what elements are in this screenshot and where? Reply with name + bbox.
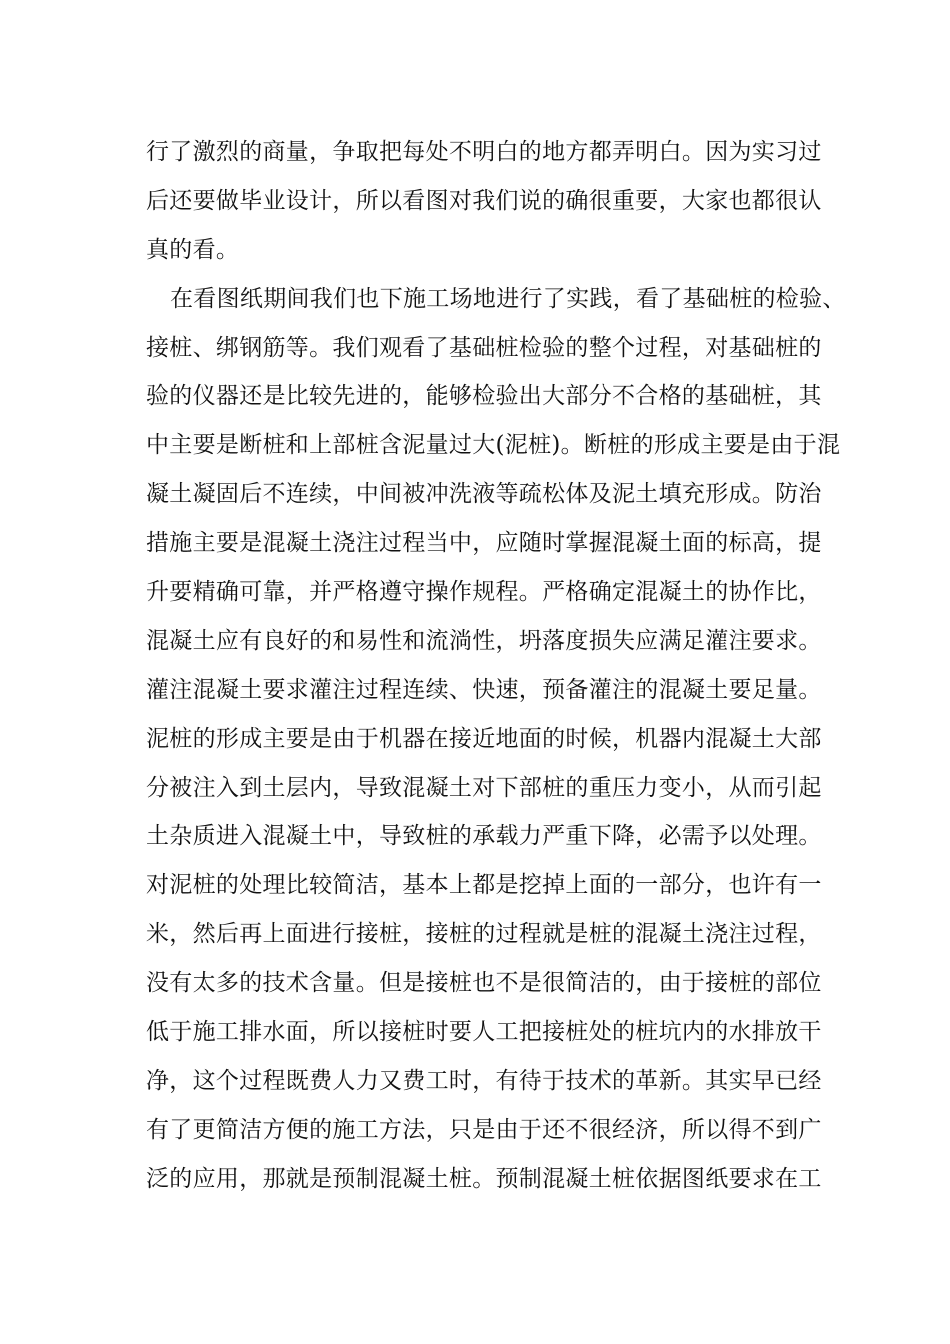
text-line: 泛的应用，那就是预制混凝土桩。预制混凝土桩依据图纸要求在工 [146, 1165, 822, 1192]
text-line: 后还要做毕业设计，所以看图对我们说的确很重要，大家也都很认 [146, 187, 822, 214]
text-line: 中主要是断桩和上部桩含泥量过大(泥桩)。断桩的形成主要是由于混 [146, 432, 841, 459]
text-line: 接桩、绑钢筋等。我们观看了基础桩检验的整个过程，对基础桩的 [146, 334, 822, 361]
text-line: 灌注混凝土要求灌注过程连续、快速，预备灌注的混凝土要足量。 [146, 676, 822, 703]
text-line: 验的仪器还是比较先进的，能够检验出大部分不合格的基础桩，其 [146, 383, 822, 410]
text-line: 分被注入到土层内，导致混凝土对下部桩的重压力变小，从而引起 [146, 774, 822, 801]
text-line: 真的看。 [146, 236, 240, 263]
text-line: 凝土凝固后不连续，中间被冲洗液等疏松体及泥土填充形成。防治 [146, 481, 822, 508]
text-line: 低于施工排水面，所以接桩时要人工把接桩处的桩坑内的水排放干 [146, 1019, 822, 1046]
text-line: 措施主要是混凝土浇注过程当中，应随时掌握混凝土面的标高，提 [146, 530, 822, 557]
text-line: 没有太多的技术含量。但是接桩也不是很简洁的，由于接桩的部位 [146, 970, 822, 997]
text-line: 有了更简洁方便的施工方法，只是由于还不很经济，所以得不到广 [146, 1116, 822, 1143]
text-line: 升要精确可靠，并严格遵守操作规程。严格确定混凝土的协作比， [146, 579, 822, 606]
paragraph-start-line: 在看图纸期间我们也下施工场地进行了实践，看了基础桩的检验、 [170, 285, 846, 312]
text-line: 米，然后再上面进行接桩，接桩的过程就是桩的混凝土浇注过程， [146, 921, 822, 948]
text-line: 土杂质进入混凝土中，导致桩的承载力严重下降，必需予以处理。 [146, 823, 822, 850]
text-line: 净，这个过程既费人力又费工时，有待于技术的革新。其实早已经 [146, 1067, 822, 1094]
text-line: 泥桩的形成主要是由于机器在接近地面的时候，机器内混凝土大部 [146, 725, 822, 752]
body-text [146, 128, 846, 1204]
text-line: 行了激烈的商量，争取把每处不明白的地方都弄明白。因为实习过 [146, 139, 822, 165]
text-line: 对泥桩的处理比较简洁，基本上都是挖掉上面的一部分，也许有一 [146, 872, 822, 899]
text-line: 混凝土应有良好的和易性和流淌性，坍落度损失应满足灌注要求。 [146, 627, 822, 654]
